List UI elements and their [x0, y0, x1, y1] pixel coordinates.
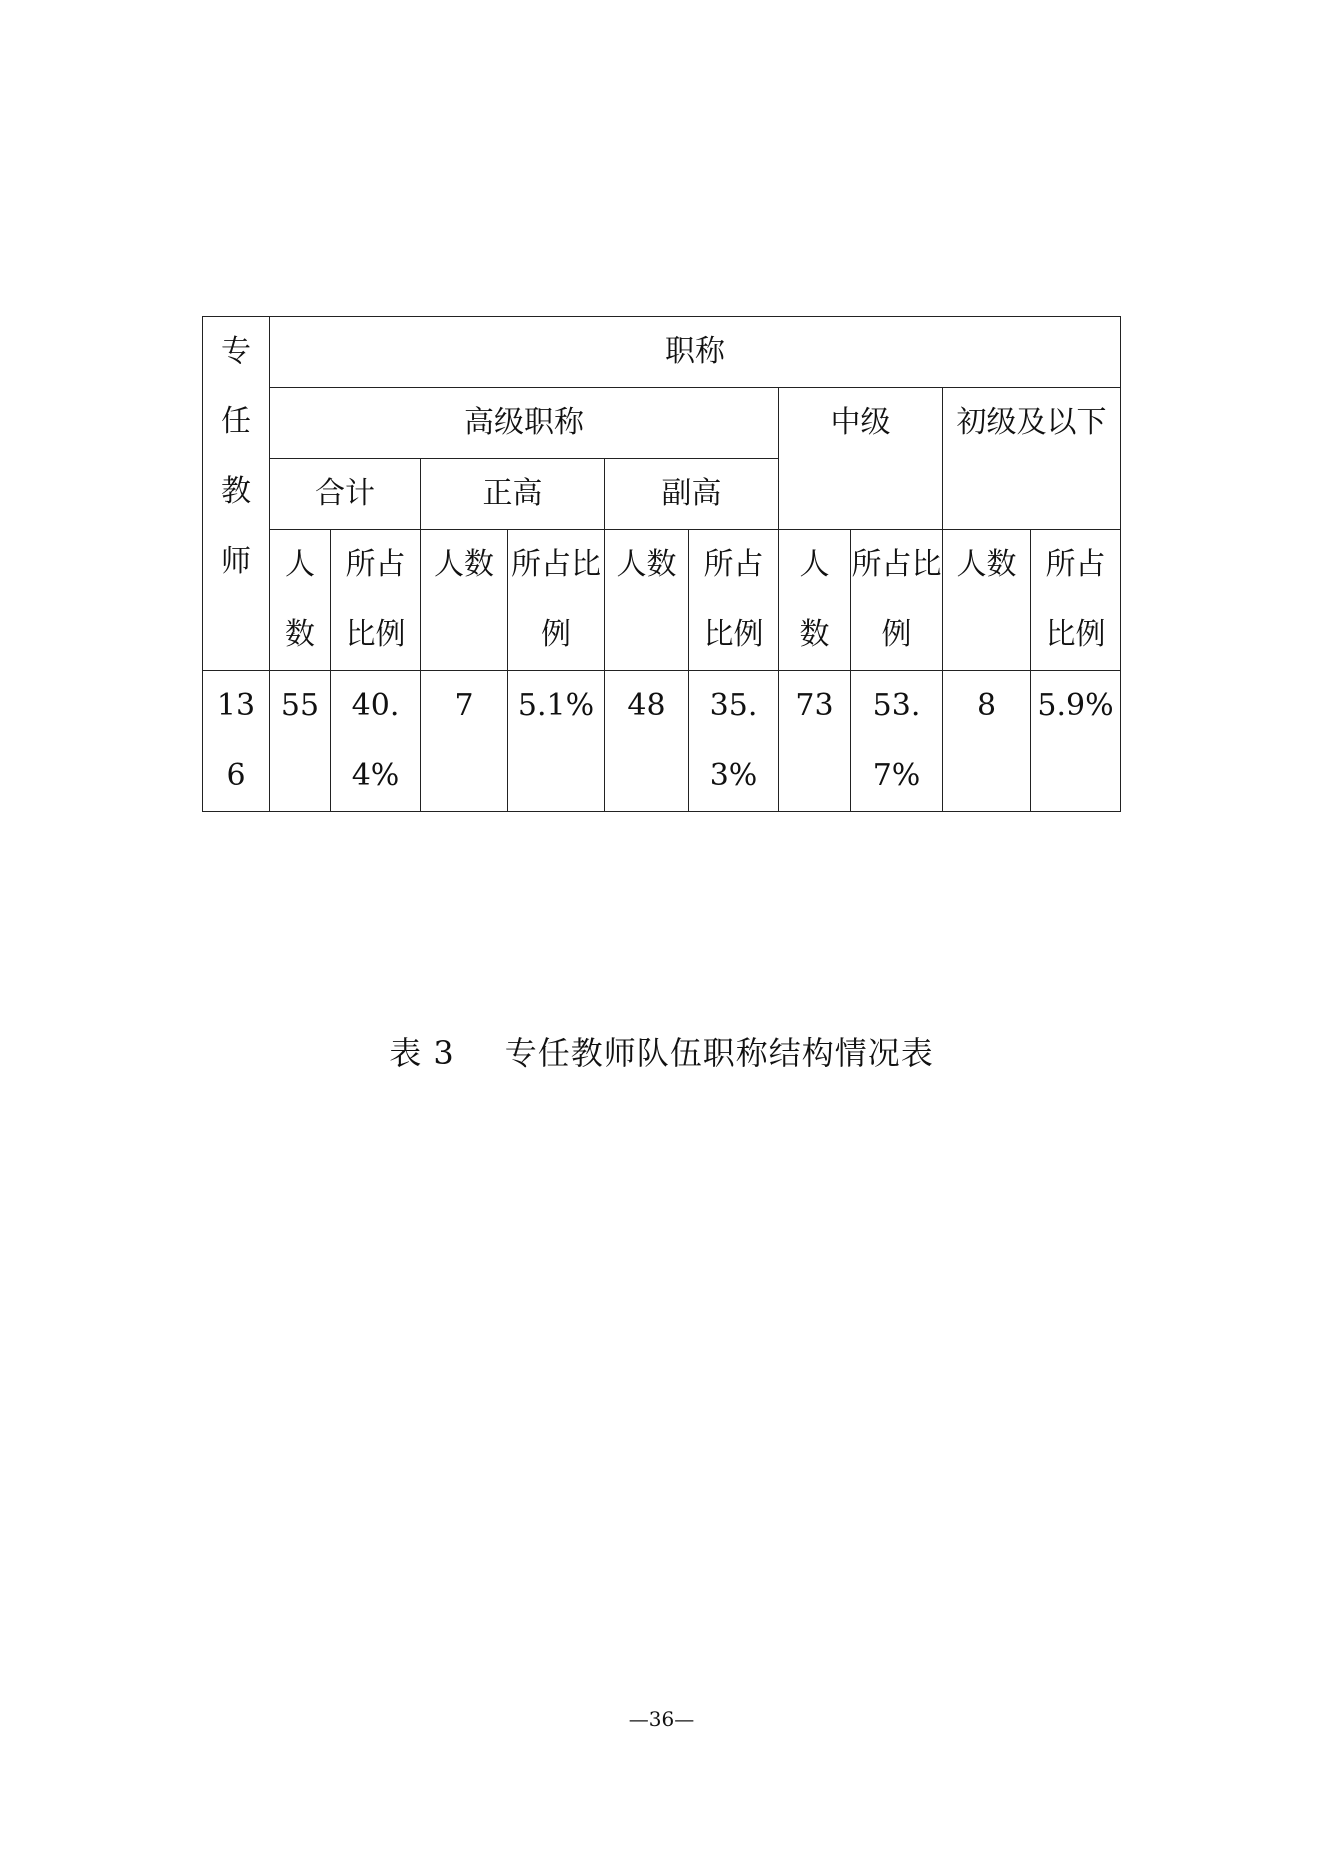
- full-count-cell: 7: [421, 671, 508, 812]
- data-row: [203, 671, 1121, 812]
- title-header-cell: 职称: [270, 317, 1121, 388]
- intermediate-ratio-cell: 53.7%: [851, 671, 943, 812]
- ratio-header: 所占比例: [689, 530, 779, 671]
- ratio-header: 所占比例: [508, 530, 605, 671]
- associate-senior-header: 副高: [605, 459, 779, 530]
- count-header: 人数: [421, 530, 508, 671]
- senior-total-ratio-cell: 40.4%: [331, 671, 421, 812]
- senior-title-header: 高级职称: [270, 388, 779, 459]
- count-header: 人数: [605, 530, 689, 671]
- full-senior-header: 正高: [421, 459, 605, 530]
- junior-ratio-cell: 5.9%: [1031, 671, 1121, 812]
- table-caption: [0, 1028, 1323, 1074]
- page-number: —36—: [628, 1707, 695, 1731]
- junior-count-cell: 8: [943, 671, 1031, 812]
- count-header: 人数: [779, 530, 851, 671]
- senior-total-count-cell: 55: [270, 671, 331, 812]
- header-row-2: [203, 388, 1121, 459]
- ratio-header: 所占比例: [1031, 530, 1121, 671]
- caption-number: 表 3: [389, 1034, 455, 1072]
- count-header: 人数: [270, 530, 331, 671]
- junior-header: 初级及以下: [943, 388, 1121, 530]
- senior-total-header: 合计: [270, 459, 421, 530]
- title-structure-table: [202, 316, 1121, 812]
- header-row-1: [203, 317, 1121, 388]
- intermediate-header: 中级: [779, 388, 943, 530]
- ratio-header: 所占比例: [851, 530, 943, 671]
- count-header: 人数: [943, 530, 1031, 671]
- intermediate-count-cell: 73: [779, 671, 851, 812]
- associate-ratio-cell: 35.3%: [689, 671, 779, 812]
- associate-count-cell: 48: [605, 671, 689, 812]
- header-row-4: [203, 530, 1121, 671]
- total-teachers-cell: 136: [203, 671, 270, 812]
- corner-header-cell: 专任教师: [203, 317, 270, 671]
- caption-title: 专任教师队伍职称结构情况表: [504, 1034, 934, 1072]
- ratio-header: 所占比例: [331, 530, 421, 671]
- full-ratio-cell: 5.1%: [508, 671, 605, 812]
